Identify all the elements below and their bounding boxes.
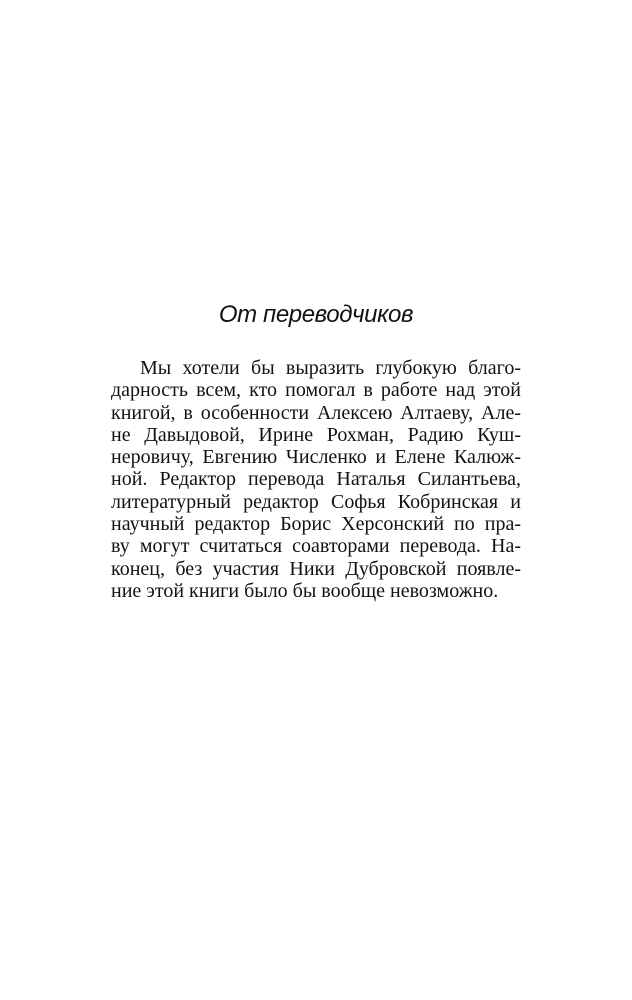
paragraph-line: Мы хотели бы выразить глубокую благо- — [140, 357, 521, 379]
paragraph-line: ву могут считаться соавторами перевода. На- — [111, 535, 521, 558]
chapter-heading: От переводчиков — [218, 301, 414, 328]
paragraph-line: неровичу, Евгению Численко и Елене Калюж- — [111, 446, 521, 469]
translators-note-paragraph — [111, 357, 521, 602]
paragraph-line: конец, без участия Ники Дубровской появле- — [111, 557, 521, 580]
paragraph-line: книгой, в особенности Алексею Алтаеву, Але- — [111, 401, 521, 424]
paragraph-line: ние этой книги было бы вообще невозможно. — [111, 579, 499, 602]
paragraph-line: литературный редактор Софья Кобринская и — [111, 490, 521, 513]
paragraph-line: дарность всем, кто помогал в работе над этой — [111, 379, 521, 402]
paragraph-line: не Давыдовой, Ирине Рохман, Радию Куш- — [111, 423, 521, 446]
paragraph-line: научный редактор Борис Херсонский по пра- — [111, 513, 521, 536]
paragraph-line: ной. Редактор перевода Наталья Силантьева, — [111, 468, 521, 491]
